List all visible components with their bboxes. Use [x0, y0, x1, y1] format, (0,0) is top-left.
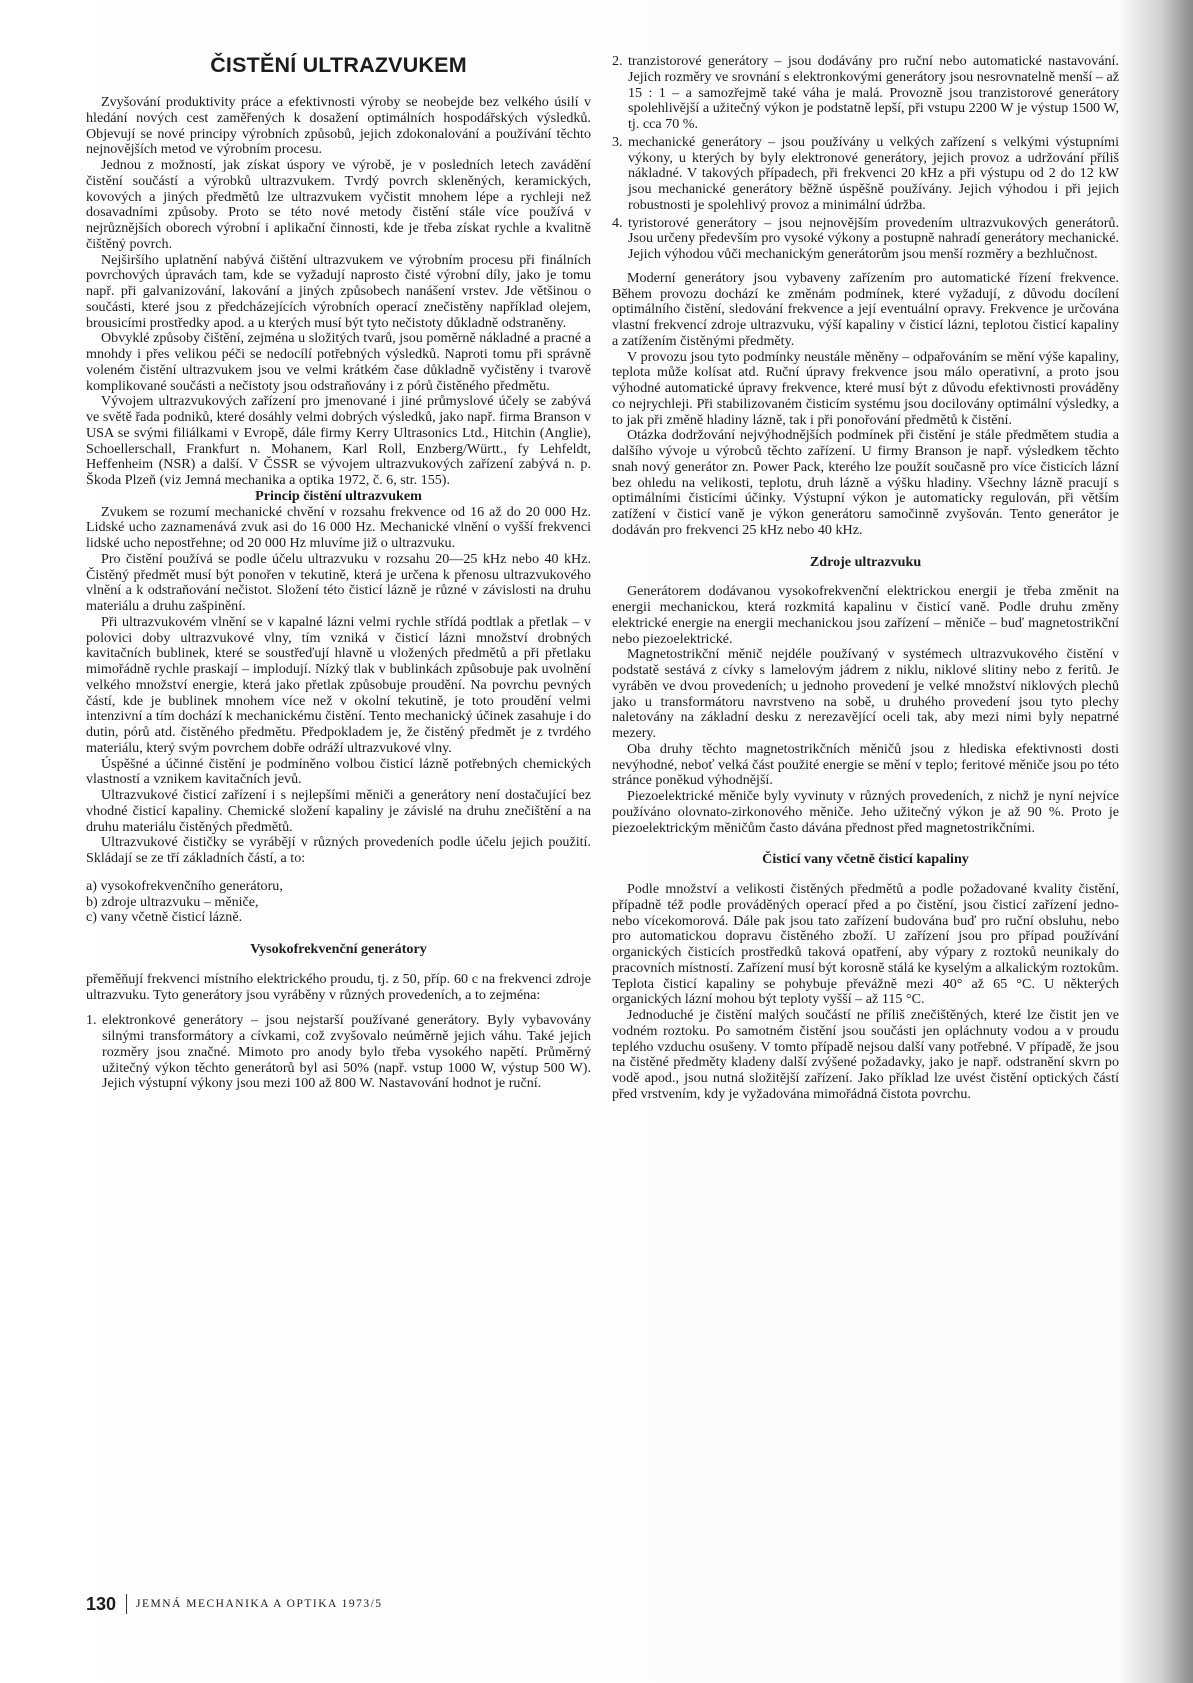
list-item: c) vany včetně čisticí lázně.	[86, 909, 243, 926]
paragraph: Magnetostrikční měnič nejdéle používaný v systémech ultrazvukového čistění v podstatě sestává z cívky s lamelovým jádrem z niklu, niklové slitiny nebo z feritů. Je vyráběn ve dvou provedeních; u jednoho provedení je velké množství niklových plechů jako u transformátoru navrstveno na sobě, u druhého provedení jsou tyto plechy naletovány na základní desku z nerezavějící oceli tak, aby mezi nimi byly nepatrné mezery.	[612, 646, 1119, 741]
journal-name: JEMNÁ MECHANIKA A OPTIKA 1973/5	[136, 1598, 383, 1610]
list-number: 2.	[612, 53, 623, 69]
paragraph: přeměňují frekvenci místního elektrického proudu, tj. z 50, příp. 60 c na frekvenci zdroje ultrazvuku. Tyto generátory jsou vyráběny v různých provedeních, a to zejména:	[86, 970, 591, 1003]
paragraph: Pro čistění používá se podle účelu ultrazvuku v rozsahu 20—25 kHz nebo 40 kHz. Čistěný předmět musí být ponořen v tekutině, která je určena k přenosu ultrazvukového vlnění a k odstraňování nečistot. Složení této čisticí lázně je různé v závislosti na druhu materiálu a druhu zašpinění.	[86, 550, 591, 614]
left-column	[86, 52, 591, 1093]
generator-list-continued	[612, 54, 1119, 263]
paragraph: Vývojem ultrazvukových zařízení pro jmenované i jiné průmyslové účely se zabývá ve světě řada podniků, které dosáhly velmi dobrých výsledků, jako např. firma Branson v USA se svými filiálkami v Evropě, dále firmy Kerry Ultrasonics Ltd., Hitchin (Anglie), Schoellerschall, Frankfurt n. Mohanem, Karl Roll, Enzberg/Württ., fy Lehfeldt, Heffenheim (NSR) a další. V ČSSR se vývojem ultrazvukových zařízení zabývá n. p. Škoda Plzeň (viz Jemná mechanika a optika 1972, č. 6, str. 155).	[86, 393, 591, 488]
paragraph: V provozu jsou tyto podmínky neustále měněny – odpařováním se mění výše kapaliny, teplota může kolísat atd. Ruční úpravy frekvence jsou málo operativní, a proto jsou výhodné automatické úpravy frekvence, které musí být z důvodu efektivnosti prováděny co nejrychleji. Při stabilizovaném čisticím systému jsou docilovány optimální výsledky, a to jak při změně hladiny lázně, tak i při ponořování předmětů k čistění.	[612, 348, 1119, 428]
list-item	[612, 216, 1119, 263]
paragraph: Úspěšné a účinné čistění je podmíněno volbou čisticí lázně potřebných chemických vlastností a vznikem kavitačních jevů.	[86, 755, 591, 788]
list-text: tranzistorové generátory – jsou dodávány pro ruční nebo automatické nastavování. Jejich rozměry ve srovnání s elektronkovými generátory jsou nesrovnatelně menší – až 15 : 1 – a samozřejmě také váha je malá. Provozně jsou tranzistorové generátory spolehlivější a užitečný výkon je podstatně lepší, při vstupu 2200 W je výstup 1500 W, tj. cca 70 %.	[628, 53, 1119, 132]
paragraph: Moderní generátory jsou vybaveny zařízením pro automatické řízení frekvence. Během provozu dochází ke změnám podmínek, které vyžadují, z důvodu docílení optimálního čistění, sledování frekvence a její eventuální opravy. Frekvence je určována vlastní frekvencí zdroje ultrazvuku, výší kapaliny v čisticí lázni, teplotou čisticí kapaliny a zatížením čistěnými předměty.	[612, 269, 1119, 349]
paragraph: Otázka dodržování nejvýhodnějších podmínek při čistění je stále předmětem studia a dalšího vývoje u výrobců těchto zařízení. U firmy Branson je např. výsledkem těchto snah nový generátor zn. Power Pack, kterého lze použít současně pro více čisticích lázní bez ohledu na velikosti, teplotu, druh lázně a výšku hladiny. Všechny lázně pracují s optimálními čisticími účinky. Výstupní výkon je automaticky regulován, při větším zatížení v čisticí vaně je výkon generátoru samočinně zvyšován. Tento generátor je dodáván pro frekvenci 25 kHz nebo 40 kHz.	[612, 427, 1119, 538]
section-heading-generators: Vysokofrekvenční generátory	[250, 941, 427, 957]
page-footer	[86, 1593, 383, 1615]
list-text: mechanické generátory – jsou používány u velkých zařízení s velkými výstupními výkony, u kterých by byly elektronové generátory, jejich provoz a udržování příliš nákladné. V takových případech, při frekvenci 20 kHz a při výstupu od 2 do 12 kW jsou mechanické generátory běžně úspěšně používány. Jejich výhodou i při jejich robustnosti je spolehlivý provoz a minimální údržba.	[628, 133, 1119, 213]
list-item: b) zdroje ultrazvuku – měniče,	[86, 893, 259, 910]
paragraph: Podle množství a velikosti čistěných předmětů a podle požadované kvality čistění, případně též podle prováděných operací před a po čistění, jsou čisticí zařízení jedno- nebo vícekomorová. Dále pak jsou tato zařízení budována buď pro ruční obsluhu, nebo pro automatickou dopravu čistěného zboží. U zařízení jsou pro případ používání organických čisticích prostředků taková opatření, aby výpary z roztoků neunikaly do pracovních místností. Zařízení musí být korosně stálá ke kyselým a alkalickým roztokům. Teplota čisticí kapaliny se pohybuje převážně mezi 40° až 65 °C. U některých organických lázní mohou být teploty vyšší – až 115 °C.	[612, 881, 1119, 1008]
paragraph: Ultrazvukové čisticí zařízení i s nejlepšími měniči a generátory není dostačující bez vhodné čisticí kapaliny. Chemické složení kapaliny je závislé na druhu znečištění a na druhu materiálu čistěných předmětů.	[86, 787, 591, 835]
list-item: a) vysokofrekvenčního generátoru,	[86, 877, 283, 894]
paragraph: Nejširšího uplatnění nabývá čištění ultrazvukem ve výrobním procesu při finálních povrchových úpravách tam, kde se vyžadují naprosto čisté výrobní díly, jako je tomu např. při galvanizování, lakování a jiných způsobech nanášení vrstev. Jde většinou o součásti, které jsou z předcházejících výrobních operací znečistěny například olejem, brousicími prostředky apod. a u kterých musí být tyto nečistoty důkladně odstraněny.	[86, 251, 591, 331]
list-item	[612, 135, 1119, 214]
list-text: tyristorové generátory – jsou nejnovějším provedením ultrazvukových generátorů. Jsou určeny především pro vysoké výkony a postupně nahradí generátory mechanické. Jejich výhodou vůči mechanickým generátorům jsou menší rozměry a bezhlučnost.	[628, 214, 1119, 262]
paragraph: Ultrazvukové čističky se vyrábějí v různých provedeních podle účelu jejich použití. Skládají se ze tří základních částí, a to:	[86, 834, 591, 866]
list-item	[612, 54, 1119, 133]
article-title: ČISTĚNÍ ULTRAZVUKEM	[210, 53, 467, 77]
right-column	[612, 52, 1119, 1103]
section-heading-sources: Zdroje ultrazvuku	[809, 553, 922, 570]
paragraph: Zvyšování produktivity práce a efektivnosti výroby se neobejde bez velkého úsilí v hledání nových cest zaměřených k dosažení optimálních hospodářských výsledků. Objevují se nové principy výrobních způsobů, jejich zdokonalování a používání těchto nejnovějších metod ve výrobním procesu.	[86, 94, 591, 158]
parts-list	[86, 879, 591, 926]
paragraph: Při ultrazvukovém vlnění se v kapalné lázni velmi rychle střídá podtlak a přetlak – v polovici doby ultrazvukové vlny, tím vzniká v čisticí lázni množství drobných kavitačních bublinek, které se soustřeďují hlavně u vložených předmětů a při přetlaku mimořádně rychle praskají – implodují. Nízký tlak v bublinkách způsobuje pak uvolnění velkého množství energie, která jako přetlak způsobuje proudění. Na povrchu pevných částí, kde je bublinek mnohem více než v okolní tekutině, je toto proudění velmi intenzivní a tím dochází k mechanickému čistění. Tento mechanický účinek zasahuje i do dutin, pórů atd. čistěného předmětu. Předpokladem je, že čistěný předmět je z tvrdého materiálu, který svým povrchem dobře odráží ultrazvukové vlny.	[86, 613, 591, 756]
list-number: 3.	[612, 133, 623, 150]
list-text: elektronkové generátory – jsou nejstarší používané generátory. Byly vybavovány silnými transformátory a cívkami, což zvyšovalo neúměrně jejich váhu. Také jejich rozměry jsou značné. Mimoto pro anody bylo třeba vysokého napětí. Průměrný užitečný výkon těchto generátorů byl asi 50% (např. vstup 1000 W, výstup 500 W). Jejich výstupní výkony jsou mezi 100 až 800 W. Nastavování hodnot je ruční.	[102, 1012, 591, 1092]
paragraph: Obvyklé způsoby čištění, zejména u složitých tvarů, jsou poměrně nákladné a pracné a mnohdy i přes velikou péči se nedocílí potřebných výsledků. Naproti tomu při správně voleném čistění ultrazvukem jsou ve velmi krátkém čase důkladně vyčistěny i tvarově komplikované součásti a nečistoty jsou odstraňovány i z pórů čistěného předmětu.	[86, 330, 591, 394]
section-heading-principle: Princip čistění ultrazvukem	[255, 487, 422, 504]
paragraph: Oba druhy těchto magnetostrikčních měničů jsou z hlediska efektivnosti dosti nevýhodné, neboť velká část použité energie se mění v teplo; feritové měniče jsou po této stránce poněkud výhodnější.	[612, 740, 1119, 789]
generator-list	[86, 1013, 591, 1092]
page-number: 130	[86, 1593, 117, 1614]
paragraph: Jednou z možností, jak získat úspory ve výrobě, je v posledních letech zavádění čistění součástí a výrobků ultrazvukem. Tvrdý povrch skleněných, keramických, kovových a jiných předmětů lze ultrazvukem vyčistit mnohem lépe a rychleji než dosavadními způsoby. Proto se této nové metody čistění stále více používá v nejrůznějších oborech výrobní i aplikační činnosti, kde je třeba získat rychle a kvalitně čištěný povrch.	[86, 157, 591, 252]
list-number: 4.	[612, 214, 623, 231]
list-number: 1.	[86, 1012, 97, 1029]
paragraph: Generátorem dodávanou vysokofrekvenční elektrickou energii je třeba změnit na energii mechanickou, která rozkmitá kapalinu v čisticí vaně. Podle druhu změny elektrické energie na energii mechanickou jsou zařízení – měniče – buď magnetostrikční nebo piezoelektrické.	[612, 583, 1119, 647]
footer-divider	[126, 1594, 127, 1614]
list-item	[86, 1013, 591, 1092]
paragraph: Piezoelektrické měniče byly vyvinuty v různých provedeních, z nichž je nyní nejvíce používáno olovnato-zirkonového měniče. Jeho užitečný výkon je až 90 %. Proto je piezoelektrickým měničům často dávána přednost před magnetostrikčními.	[612, 788, 1119, 836]
paragraph: Jednoduché je čistění malých součástí ne příliš znečištěných, které lze čistit jen ve vodném roztoku. Po samotném čistění jsou součásti jen opláchnuty vodou a v proudu teplého vzduchu osušeny. V tomto případě nejsou další vany potřebné. V případě, že jsou na čistěné předměty kladeny další zvýšené požadavky, jako je např. odstranění skvrn po vodě apod., jsou nutná složitější zařízení. Jako příklad lze uvést čistění optických částí před vrstvením, kdy je vyžadována mimořádná čistota povrchu.	[612, 1007, 1119, 1102]
section-heading-baths: Čisticí vany včetně čisticí kapaliny	[762, 851, 969, 868]
paragraph: Zvukem se rozumí mechanické chvění v rozsahu frekvence od 16 až do 20 000 Hz. Lidské ucho zaznamenává zvuk asi do 16 000 Hz. Mechanické vlnění o vyšší frekvenci lidské ucho nepostřehne; od 20 000 Hz mluvíme již o ultrazvuku.	[86, 503, 591, 551]
